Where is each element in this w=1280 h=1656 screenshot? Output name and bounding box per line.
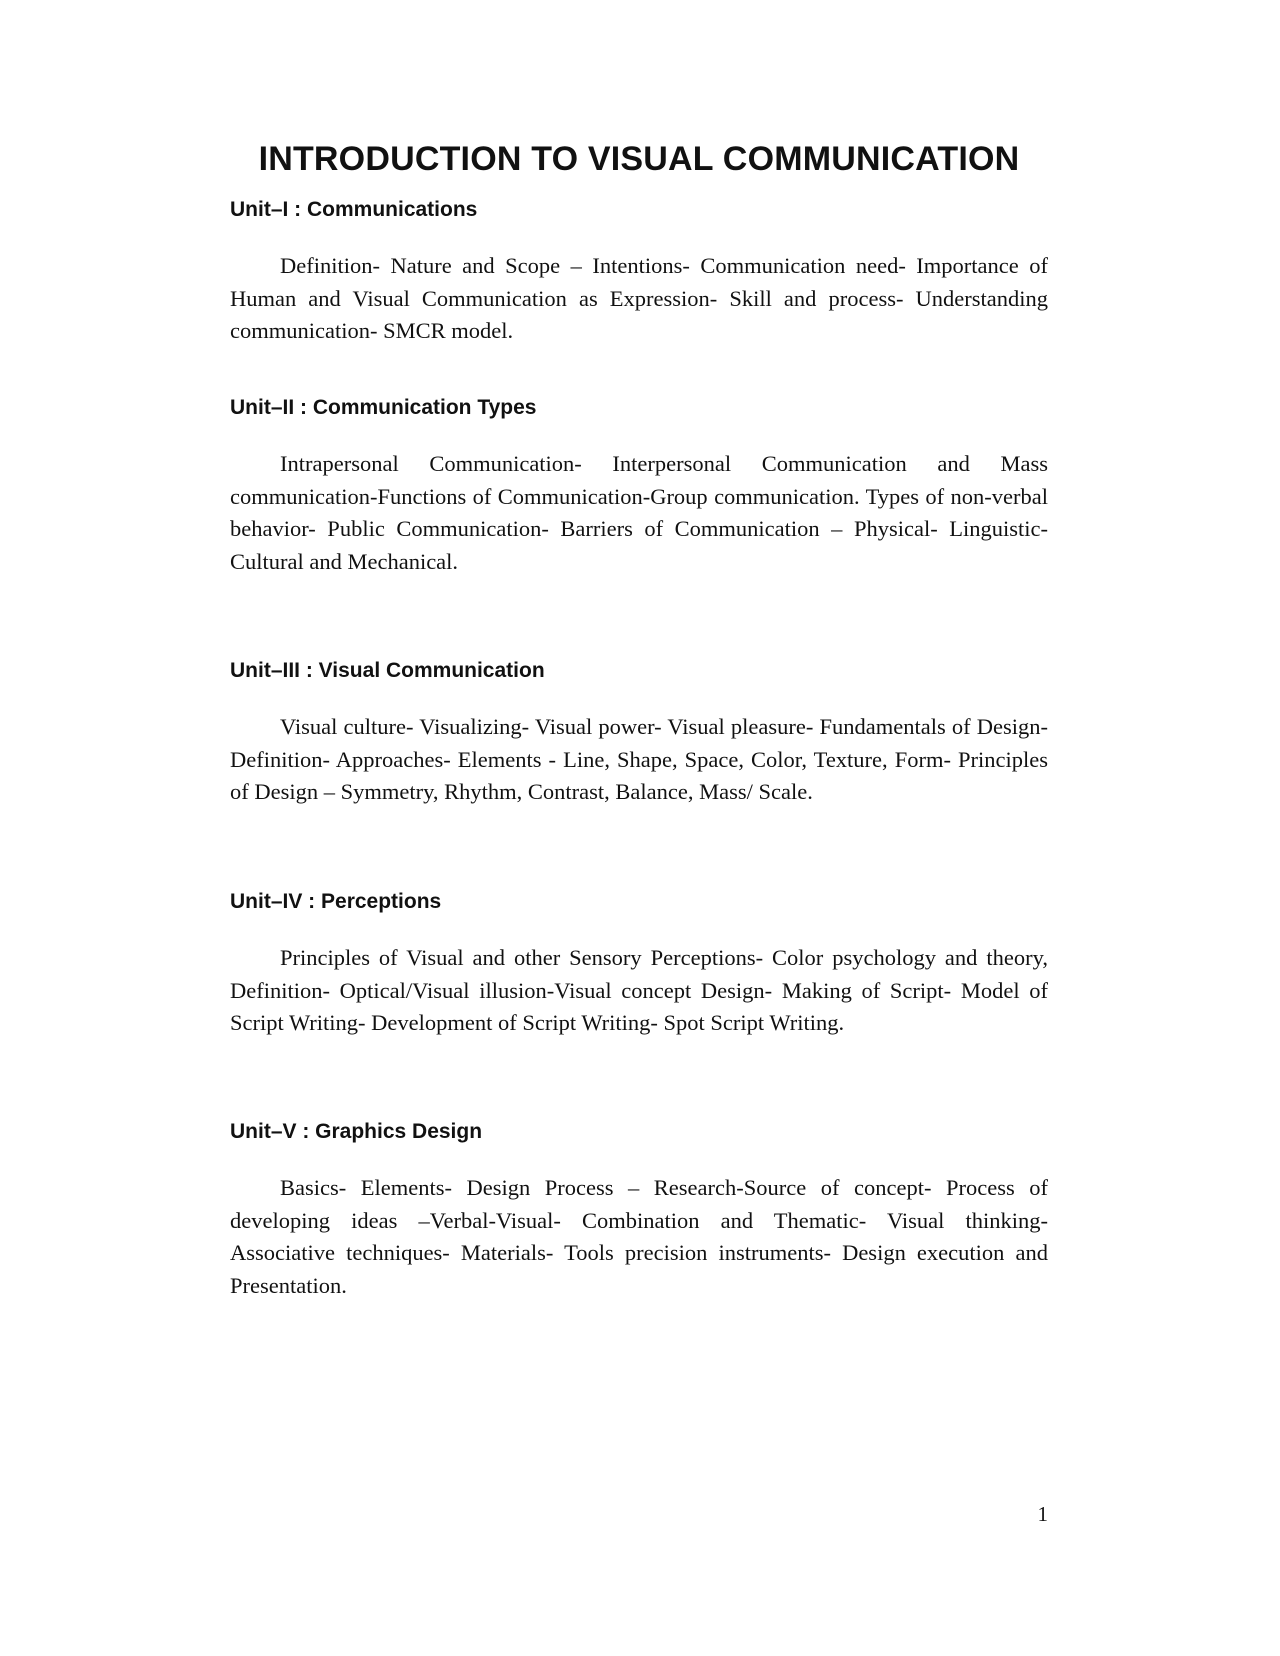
- unit-body: Principles of Visual and other Sensory Perceptions- Color psychology and theory, Definition- Optical/Visual illusion-Visual concept Design- Making of Script- Model of Script Writing- Development of Script Writing- Spot Script Writing.: [230, 945, 1048, 1035]
- unit-section-5: [230, 1119, 1048, 1302]
- page-title: INTRODUCTION TO VISUAL COMMUNICATION: [258, 140, 1020, 178]
- unit-body: Intrapersonal Communication- Interpersonal Communication and Mass communication-Functions of Communication-Group communication. Types of non-verbal behavior- Public Communication- Barriers of Communication – Physical- Linguistic- Cultural and Mechanical.: [230, 451, 1048, 574]
- unit-section-1: [230, 197, 1048, 348]
- unit-section-2: [230, 395, 1048, 578]
- unit-section-4: [230, 889, 1048, 1040]
- unit-section-3: [230, 658, 1048, 809]
- unit-body: Basics- Elements- Design Process – Research-Source of concept- Process of developing ideas –Verbal-Visual- Combination and Thematic- Visual thinking- Associative techniques- Materials- Tools precision instruments- Design execution and Presentation.: [230, 1175, 1048, 1298]
- unit-heading: Unit–II : Communication Types: [230, 396, 537, 419]
- unit-body: Definition- Nature and Scope – Intentions- Communication need- Importance of Human and Visual Communication as Expression- Skill and process- Understanding communication- SMCR model.: [230, 253, 1048, 343]
- unit-heading: Unit–V : Graphics Design: [230, 1120, 483, 1143]
- unit-heading: Unit–III : Visual Communication: [230, 659, 545, 682]
- unit-heading: Unit–IV : Perceptions: [230, 890, 442, 913]
- unit-heading: Unit–I : Communications: [230, 198, 478, 221]
- page-number: 1: [1037, 1502, 1048, 1526]
- unit-body: Visual culture- Visualizing- Visual power- Visual pleasure- Fundamentals of Design- Definition- Approaches- Elements - Line, Shape, Space, Color, Texture, Form- Principles of Design – Symmetry, Rhythm, Contrast, Balance, Mass/ Scale.: [230, 714, 1048, 804]
